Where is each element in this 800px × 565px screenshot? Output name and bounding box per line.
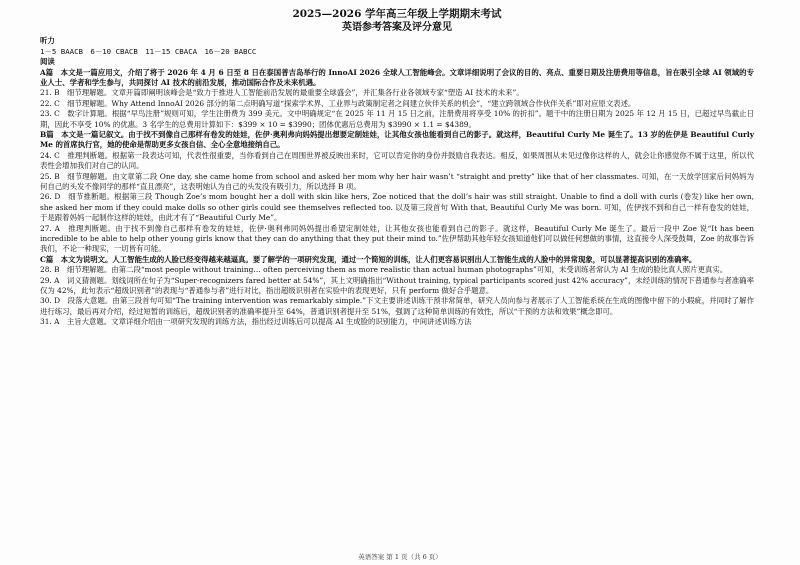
page-footer: 英语答案 第 1 页（共 6 页） xyxy=(358,553,442,561)
passage-a-summary: A篇 本文是一篇应用文，介绍了将于 2026 年 4 月 6 日至 8 日在泰国普吉岛举行的 InnoAI 2026 全球人工智能峰会。文章详细说明了会议的目的、亮点、重要日期及注册费用等信息，旨在吸引全球 AI 领域的专业人士、学者和学生参与，共同探讨 AI 技术的前沿发展，推动国际合作及未来机遇。 xyxy=(40,67,754,87)
reading-content xyxy=(40,68,754,328)
answer-22: 22. C 细节理解题。Why Attend InnoAI 2026 部分的第二点明确写道“探索学术界、工业界与政策制定者之间建立伙伴关系的机会”，“建立跨领域合作伙伴关系”即对应原文表述。 xyxy=(40,98,636,108)
passage-b-summary: B篇 本文是一篇记叙文。由于找不到像自己那样有卷发的娃娃，佐伊·奥利弗向妈妈提出想要定制娃娃，让其他女孩也能看到自己的影子。就这样，Beautiful Curly Me 诞生了。13 岁的佐伊是 Beautiful Curly Me 的首席执行官，她的使命是帮助更多女孩自信、全心全意地接纳自己。 xyxy=(40,129,754,150)
answer-27: 27. A 推理判断题。由于找不到像自己那样有卷发的娃娃，佐伊·奥利弗同妈妈提出希望定制娃娃，让其他女孩也能看到自己的影子。就这样，Beautiful Curly Me 诞生了。最后一段中 Zoe 说“It has been incredible to be able to help other young girls know that they can do anything that they put their mind to.”佐伊帮助其他年轻女孩知道他们可以做任何想做的事情，这直接令人深受鼓舞，Zoe 的故事告诉我们，不论一种现实，一切皆有可能。 xyxy=(40,223,754,254)
passage-c-summary: C篇 本文为说明文。人工智能生成的人脸已经变得越来越逼真。要了解学的一项研究发现，通过一个简短的训练，让人们更容易识别出人工智能生成的人脸中的异常现象，可以显著提高识别的准确率。 xyxy=(40,254,697,264)
answer-31: 31. A 主旨大意题。文章详细介绍由一项研究发现的训练方法，指出经过训练后可以提高 AI 生成脸的识别能力，中间讲述训练方法 xyxy=(40,317,472,327)
reading-heading: 阅读 xyxy=(40,57,55,66)
answer-28: 28. B 细节理解题。由第二段“most people without training… often perceiving them as more realistic than actual human photographs”可知，未受训练者常认为 AI 生成的脸比真人照片更真实。 xyxy=(40,265,728,275)
listening-heading: 听力 xyxy=(40,36,55,45)
document-subtitle: 英语参考答案及评分意见 xyxy=(342,22,452,33)
listening-answers: 1－5 BAACB 6－10 CBACB 11－15 CBACA 16－20 BABCC xyxy=(40,46,257,56)
document-title: 2025—2026 学年高三年级上学期期末考试 xyxy=(292,8,502,20)
answer-30: 30. D 段落大意题。由第三段首句可知“The training intervention was remarkably simple.”下文主要讲述训练干预非常简单，研究人员向参与者展示了人工智能系统在生成的图像中留下的小瑕疵，并同时了解作进行练习，最后再对介绍，经过短暂的训练后，超级识别者的准确率提升至 64%，普通识别者提升至 51%，强调了这种简单训练的有效性，所以“干预的方法和效果”概念即可。 xyxy=(40,296,754,316)
answer-25: 25. B 细节理解题。由文章第二段 One day, she came home from school and asked her mom why her hair wasn’t “straight and pretty” like that of her classmates. 可知，在一天放学回家后问妈妈为何自己的头发不像同学的那样“直且漂亮”，这表明她认为自己的头发没有吸引力，所以选择 B 项。 xyxy=(40,171,754,191)
answer-29: 29. A 词义猜测题。划线词所在句子为“Super-recognizers fared better at 54%”，其上文明确指出“Without training, typical participants scored just 42% accuracy”，未经训练的情况下普通参与者准确率仅为 42%，此句表示“超级识别者”的表现与“普通参与者”进行对比，指出超级识别者在实验中的表现更好，只有 perform 做好合乎题意。 xyxy=(40,275,754,296)
answer-23: 23. C 数字计算题。根据“早鸟注册”规则可知，学生注册费为 399 美元。文中明确规定“在 2025 年 11 月 15 日之前，注册费用将享受 10% 的折扣”。题干中的注册日期为 2025 年 12 月 15 日，已超过早鸟截止日期，因此不享受 10% 的优惠。3 名学生的总费用计算如下：$399 × 10 = $3990；团体优惠后总费用为 $3990 × 1.1 = $4389。 xyxy=(40,109,754,129)
answer-24: 24. C 推理判断题。根据第一段表达可知，代表性很重要，当你看到自己在周围世界被反映出来时，它可以肯定你的身份并鼓励自我表达。相反，如果周围从未见过像你这样的人，就会让你感觉你不属于这里，所以代表性会增加我们对自己的认同。 xyxy=(40,150,754,171)
answer-21: 21. B 细节理解题。文章开篇即阐明该峰会是“致力于推进人工智能前沿发展的最重要全球盛会”，并汇集各行业各领域专家“塑造 AI 技术的未来”。 xyxy=(40,88,524,98)
answer-26: 26. D 细节推断题。根据第三段 Though Zoe’s mom bought her a doll with skin like hers, Zoe noticed that the doll’s hair was still straight. Unable to find a doll with curls (卷发) like her own, she asked her mom if they could make dolls so other girls could see themselves reflected too. 以及第三段首句 With that, Beautiful Curly Me was born. 可知，佐伊找不到和自己一样有卷发的娃娃，于是跟着妈妈一起制作这样的娃娃，由此才有了“Beautiful Curly Me”。 xyxy=(40,192,754,223)
